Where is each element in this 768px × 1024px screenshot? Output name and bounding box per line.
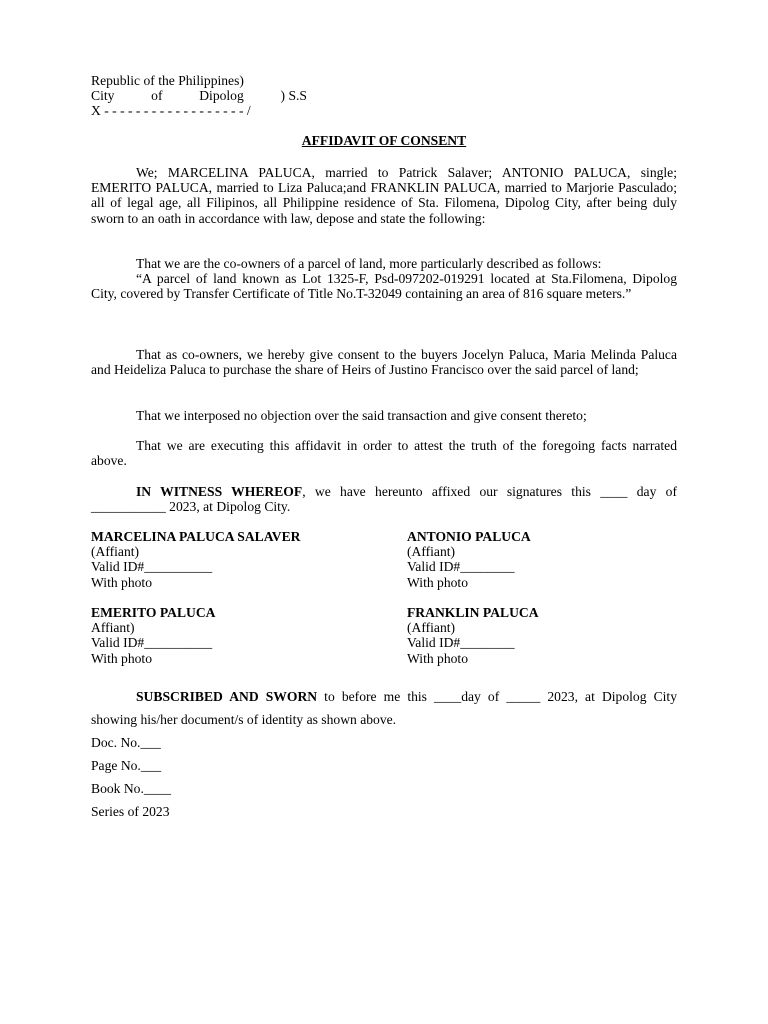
caption-divider: X - - - - - - - - - - - - - - - - - - / — [91, 103, 251, 119]
witness-text: , we have hereunto affixed our signatures this ____ day of ___________ 2023, at Dipolog City. — [91, 484, 677, 515]
caption-dipolog: Dipolog — [199, 88, 244, 104]
signatory-role: (Affiant) — [91, 544, 140, 560]
paragraph-co-owners — [91, 256, 677, 302]
signatory-name: EMERITO PALUCA — [91, 605, 216, 620]
signatory-block — [407, 605, 707, 666]
signatory-block — [407, 529, 707, 590]
paragraph-land-description: “A parcel of land known as Lot 1325-F, Psd-097202-019291 located at Sta.Filomena, Dipolog City, covered by Transfer Certificate of Title No.T-32049 containing an area of 816 square meters.” — [91, 271, 677, 302]
signatory-name: FRANKLIN PALUCA — [407, 605, 539, 620]
paragraph-affiants: We; MARCELINA PALUCA, married to Patrick Salaver; ANTONIO PALUCA, single; EMERITO PALUCA, married to Liza Paluca;and FRANKLIN PALUCA, married to Marjorie Pasculado; all of legal age, all Filipinos, all Philippine residence of Sta. Filomena, Dipolog City, after being duly sworn to an oath in accordance with law, depose and state the following: — [91, 165, 677, 226]
signatory-valid-id: Valid ID#__________ — [91, 559, 213, 575]
book-number: Book No.____ — [91, 781, 172, 796]
signatory-role: Affiant) — [91, 620, 135, 636]
paragraph-co-owners-text: That we are the co-owners of a parcel of land, more particularly described as follows: — [136, 256, 602, 271]
signatory-valid-id: Valid ID#__________ — [91, 635, 213, 651]
signatory-valid-id: Valid ID#________ — [407, 635, 515, 651]
paragraph-attest: That we are executing this affidavit in order to attest the truth of the foregoing facts narrated above. — [91, 438, 677, 469]
signatory-photo: With photo — [91, 650, 152, 666]
paragraph-witness — [91, 484, 677, 514]
doc-number: Doc. No.___ — [91, 735, 161, 750]
signatory-role: (Affiant) — [407, 620, 456, 636]
signatory-block — [91, 529, 391, 590]
caption-city-row — [91, 88, 307, 103]
signatory-block — [91, 605, 391, 666]
notarial-register — [91, 731, 677, 823]
caption-city: City — [91, 88, 115, 104]
caption-ss: ) S.S — [280, 88, 307, 104]
page-number: Page No.___ — [91, 758, 162, 773]
signatory-photo: With photo — [91, 574, 152, 590]
signatory-valid-id: Valid ID#________ — [407, 559, 515, 575]
series-year: Series of 2023 — [91, 804, 170, 819]
sworn-text: to before me this ____day of _____ 2023, at Dipolog City showing his/her document/s of identity as shown above. — [91, 689, 677, 727]
paragraph-subscribed-sworn — [91, 685, 677, 731]
signatory-name: ANTONIO PALUCA — [407, 529, 531, 544]
witness-heading: IN WITNESS WHEREOF — [136, 484, 303, 499]
sworn-heading: SUBSCRIBED AND SWORN — [136, 689, 318, 704]
signatory-role: (Affiant) — [407, 544, 456, 560]
caption-republic: Republic of the Philippines) — [91, 73, 244, 88]
document-title: AFFIDAVIT OF CONSENT — [301, 133, 467, 148]
signatory-photo: With photo — [407, 574, 468, 590]
caption — [91, 73, 677, 119]
signatory-photo: With photo — [407, 650, 468, 666]
caption-of: of — [151, 88, 163, 104]
paragraph-no-objection: That we interposed no objection over the said transaction and give consent thereto; — [136, 408, 587, 423]
signatory-name: MARCELINA PALUCA SALAVER — [91, 529, 301, 544]
paragraph-consent: That as co-owners, we hereby give consent to the buyers Jocelyn Paluca, Maria Melinda Paluca and Heideliza Paluca to purchase the share of Heirs of Justino Francisco over the said parcel of land; — [91, 347, 677, 378]
